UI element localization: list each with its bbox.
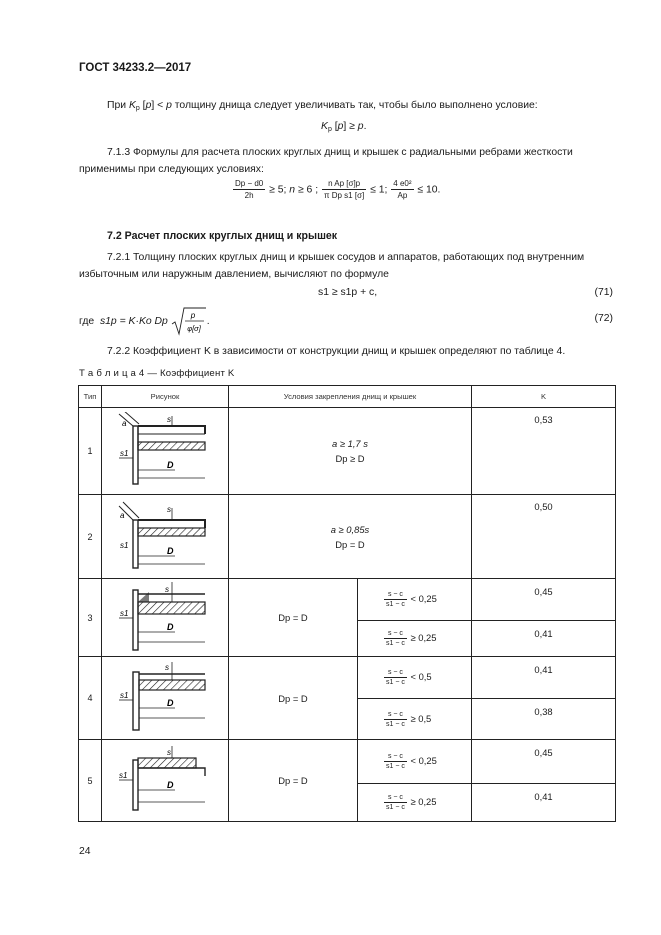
- table-row: [79, 495, 616, 579]
- cell-type: 3: [79, 579, 102, 657]
- formula-71: s1 ≥ s1p + c,: [318, 287, 378, 298]
- cell-sub-condition: $\frac{s - c}{s1 - c}$ < 0,25: [358, 579, 472, 621]
- label-a: a: [120, 510, 125, 520]
- figure-type-1: [115, 412, 215, 490]
- label-s: s: [167, 415, 171, 424]
- formula-kp-condition: $K_p$ [p] ≥ p.: [321, 121, 367, 133]
- label-D: D: [167, 779, 174, 790]
- figure-type-4: [115, 660, 215, 736]
- cell-figure: [102, 408, 229, 495]
- paragraph-kp-condition: При $K_p$ [p] < p толщину днища следует увеличивать так, чтобы было выполнено условие:: [107, 100, 538, 112]
- label-s1: s1: [120, 449, 129, 458]
- paragraph-7-1-3: 7.1.3 Формулы для расчета плоских круглых днищ и крышек с радиальными ребрами жесткости применимы при следующих условиях:: [79, 147, 573, 175]
- cell-figure: [102, 495, 229, 579]
- cell-conditions: a ≥ 1,7 s Dp ≥ D: [229, 408, 472, 495]
- table-row: [79, 579, 616, 621]
- label-s1: s1: [120, 540, 129, 550]
- label-s1: s1: [120, 691, 129, 700]
- label-D: D: [167, 460, 174, 470]
- cell-sub-condition: $\frac{s - c}{s1 - c}$ ≥ 0,25: [358, 621, 472, 657]
- label-s: s: [165, 584, 169, 594]
- label-D: D: [167, 621, 174, 632]
- fraction-n-ap-sigma: $\frac{\text{n Ap [σ]p}}{\text{π Dp s1 [σ]}}$: [323, 179, 365, 200]
- page-number: 24: [79, 846, 91, 857]
- sqrt-numerator: p: [190, 311, 195, 320]
- table-caption: Т а б л и ц а 4 — Коэффициент K: [79, 368, 235, 379]
- cell-figure: [102, 579, 229, 657]
- label-s: s: [165, 663, 169, 672]
- cell-type: 1: [79, 408, 102, 495]
- label-a: a: [122, 419, 127, 428]
- header-k: K: [472, 386, 616, 408]
- label-s: s: [167, 747, 171, 757]
- equation-number-72: (72): [594, 313, 613, 324]
- formula-72: где s1p = K·Ko Dp p φ[σ] .: [79, 306, 210, 336]
- cell-k: 0,41: [472, 784, 616, 822]
- table-row: [79, 408, 616, 495]
- section-title-7-2: 7.2 Расчет плоских круглых днищ и крышек: [107, 230, 338, 242]
- equation-number-71: (71): [594, 287, 613, 298]
- cell-type: 5: [79, 740, 102, 822]
- cell-k: 0,38: [472, 699, 616, 740]
- header-conditions: Условия закрепления днищ и крышек: [229, 386, 472, 408]
- document-header: ГОСТ 34233.2—2017: [79, 62, 192, 74]
- cell-sub-condition: $\frac{s - c}{s1 - c}$ < 0,5: [358, 657, 472, 699]
- figure-type-3: [115, 580, 215, 656]
- cell-main-condition: Dp = D: [229, 740, 358, 822]
- sqrt-symbol: [171, 306, 207, 336]
- label-D: D: [167, 545, 174, 556]
- cell-sub-condition: $\frac{s - c}{s1 - c}$ ≥ 0,25: [358, 784, 472, 822]
- label-s1: s1: [120, 608, 129, 618]
- cell-main-condition: Dp = D: [229, 579, 358, 657]
- table-coefficient-k: [78, 385, 616, 822]
- cell-main-condition: Dp = D: [229, 657, 358, 740]
- cell-conditions: a ≥ 0,85s Dp = D: [229, 495, 472, 579]
- cell-type: 4: [79, 657, 102, 740]
- cell-sub-condition: $\frac{s - c}{s1 - c}$ < 0,25: [358, 740, 472, 784]
- paragraph-7-2-1: 7.2.1 Толщину плоских круглых днищ и крышек сосудов и аппаратов, работающих под внутренним избыточным или наружным давлением, вычисляют по формуле: [79, 252, 585, 280]
- header-figure: Рисунок: [102, 386, 229, 408]
- label-s: s: [167, 504, 171, 514]
- cell-figure: [102, 740, 229, 822]
- cell-k: 0,41: [472, 621, 616, 657]
- cell-k: 0,45: [472, 579, 616, 621]
- label-D: D: [167, 698, 174, 708]
- cell-k: 0,50: [472, 495, 616, 579]
- paragraph-7-2-2: 7.2.2 Коэффициент K в зависимости от конструкции днищ и крышек определяют по таблице 4.: [107, 346, 566, 357]
- header-type: Тип: [79, 386, 102, 408]
- sqrt-denominator: φ[σ]: [186, 324, 201, 333]
- figure-type-2: [115, 500, 215, 574]
- cell-figure: [102, 657, 229, 740]
- label-s1: s1: [119, 770, 128, 780]
- figure-type-5: [115, 746, 215, 816]
- table-row: [79, 740, 616, 784]
- cell-k: 0,53: [472, 408, 616, 495]
- table-header-row: [79, 386, 616, 408]
- cell-k: 0,41: [472, 657, 616, 699]
- fraction-dp-d0-2h: $\frac{Dp - d0}{2h}$: [235, 179, 264, 200]
- cell-type: 2: [79, 495, 102, 579]
- table-row: [79, 657, 616, 699]
- formula-applicability-conditions: $\frac{Dp - d0}{2h}$ ≥ 5; n ≥ 6 ; $\frac{\text{n Ap [σ]p}}{\text{π Dp s1 [σ]}}$ ≤ 1; $\frac{\text{4 e0²}}{Ap}$ ≤ 10.: [235, 179, 441, 200]
- fraction-e0-ap: $\frac{\text{4 e0²}}{Ap}$: [393, 179, 412, 200]
- cell-sub-condition: $\frac{s - c}{s1 - c}$ ≥ 0,5: [358, 699, 472, 740]
- cell-k: 0,45: [472, 740, 616, 784]
